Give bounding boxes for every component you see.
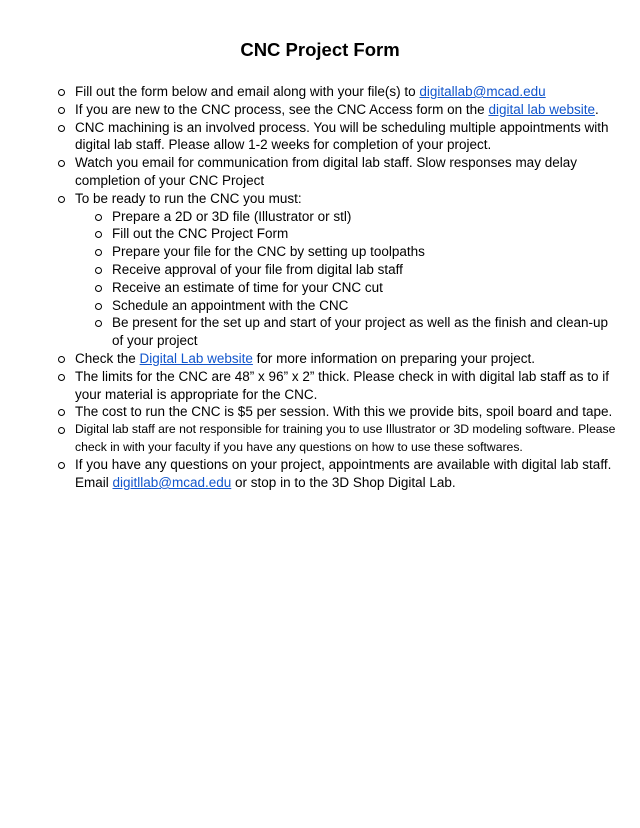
- sublist-item-text: Fill out the CNC Project Form: [112, 226, 289, 242]
- sublist-item-text: Schedule an appointment with the CNC: [112, 297, 349, 313]
- list-item-training-disclaimer: [57, 421, 617, 456]
- list-item-watch-email: [57, 154, 617, 190]
- sublist-item-text: Prepare a 2D or 3D file (Illustrator or stl): [112, 208, 352, 224]
- list-item-text: To be ready to run the CNC you must:: [75, 190, 302, 206]
- requirements-sublist: [94, 208, 617, 350]
- bullet-icon: [95, 320, 102, 327]
- sublist-item: [94, 297, 617, 315]
- sublist-item-text: Be present for the set up and start of your project as well as the finish and clean-up of your project: [112, 315, 609, 349]
- list-item-questions: [57, 456, 617, 492]
- bullet-icon: [95, 214, 102, 221]
- list-item-new-to-cnc: [57, 101, 617, 119]
- sublist-item: [94, 225, 617, 243]
- list-item-text: Fill out the form below and email along with your file(s) to: [75, 84, 420, 99]
- bullet-icon: [58, 462, 65, 469]
- digital-lab-website-link[interactable]: digital lab website: [488, 101, 596, 117]
- list-item-text: Digital lab staff are not responsible for training you to use Illustrator or 3D modeling software. Please check in with your faculty if you have any questions on how to use these softwares.: [75, 422, 616, 454]
- sublist-item: [94, 261, 617, 279]
- bullet-icon: [58, 374, 65, 381]
- sublist-item-text: Receive approval of your file from digital lab staff: [112, 261, 403, 277]
- bullet-icon: [58, 196, 65, 203]
- sublist-item: [94, 208, 617, 226]
- sublist-item: [94, 279, 617, 297]
- email-link[interactable]: digitallab@mcad.edu: [419, 84, 546, 99]
- sublist-item: [94, 243, 617, 261]
- list-item-ready-to-run: [57, 190, 617, 350]
- bullet-icon: [95, 231, 102, 238]
- list-item-text: Watch you email for communication from digital lab staff. Slow responses may delay completion of your CNC Project: [75, 155, 577, 188]
- list-item-text-end: for more information on preparing your project.: [252, 350, 536, 366]
- bullet-icon: [95, 267, 102, 274]
- list-item-cnc-limits: [57, 368, 617, 404]
- bullet-icon: [95, 303, 102, 310]
- list-item-cost: [57, 403, 617, 421]
- list-item-text: The cost to run the CNC is $5 per session. With this we provide bits, spoil board and tape.: [75, 404, 613, 420]
- bullet-icon: [58, 125, 65, 132]
- bullet-icon: [95, 285, 102, 292]
- digital-lab-website-link[interactable]: Digital Lab website: [139, 350, 253, 366]
- bullet-icon: [95, 249, 102, 256]
- bullet-icon: [58, 89, 65, 96]
- bullet-icon: [58, 356, 65, 363]
- bullet-icon: [58, 160, 65, 167]
- list-item-text-end: .: [595, 101, 599, 117]
- instructions-list: [57, 83, 617, 492]
- list-item-text: If you are new to the CNC process, see the CNC Access form on the: [75, 101, 489, 117]
- bullet-icon: [58, 107, 65, 114]
- email-link[interactable]: digitllab@mcad.edu: [112, 474, 232, 490]
- sublist-item-text: Prepare your file for the CNC by setting up toolpaths: [112, 244, 425, 260]
- list-item-text: If you have any questions on your project, appointments are available with digital lab staff. Email: [75, 457, 612, 490]
- list-item-email-files: [57, 83, 617, 101]
- list-item-text: CNC machining is an involved process. You will be scheduling multiple appointments with digital lab staff. Please allow 1-2 weeks for completion of your project.: [75, 119, 609, 153]
- bullet-icon: [58, 427, 65, 434]
- list-item-text: The limits for the CNC are 48” x 96” x 2” thick. Please check in with digital lab staff as to if your material is appropriate for the CNC.: [75, 368, 609, 402]
- list-item-involved-process: [57, 119, 617, 155]
- list-item-text-end: or stop in to the 3D Shop Digital Lab.: [231, 474, 456, 490]
- list-item-check-website: [57, 350, 617, 368]
- list-item-text: Check the: [75, 350, 140, 366]
- sublist-item-text: Receive an estimate of time for your CNC cut: [112, 279, 383, 295]
- page-title: CNC Project Form: [240, 39, 400, 60]
- sublist-item: [94, 314, 617, 350]
- bullet-icon: [58, 409, 65, 416]
